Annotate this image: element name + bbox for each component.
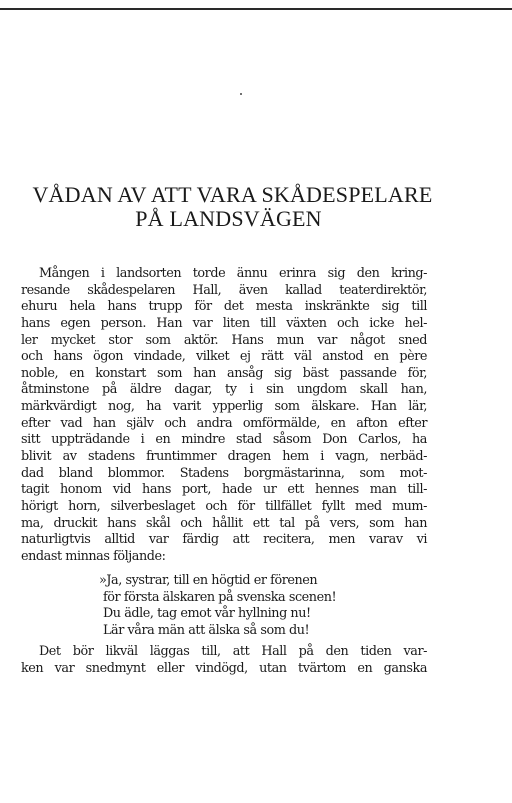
verse-line: Du ädle, tag emot vår hyllning nu! <box>103 606 311 622</box>
chapter-title-line-1: VÅDAN AV ATT VARA SKÅDESPELARE <box>32 182 433 207</box>
text-line: ehuru hela hans trupp för det mesta inskränkte sig till <box>21 299 427 315</box>
text-line: efter vad han själv och andra omförmälde, en afton efter <box>21 415 427 431</box>
top-rule <box>0 8 512 10</box>
text-line: endast minnas följande: <box>21 548 166 564</box>
text-line: ler mycket stor som aktör. Hans mun var något sned <box>21 332 427 348</box>
text-line: tagit honom vid hans port, hade ur ett hennes man till- <box>21 482 427 498</box>
text-line: ma, druckit hans skål och hållit ett tal på vers, som han <box>21 515 427 531</box>
text-line: sitt uppträdande i en mindre stad såsom Don Carlos, ha <box>21 432 427 448</box>
paragraph-2 <box>21 644 427 677</box>
text-line: blivit av stadens fruntimmer dragen hem i vagn, nerbäd- <box>21 449 427 465</box>
text-line: och hans ögon vindade, vilket ej rätt väl anstod en père <box>21 349 427 365</box>
text-line: naturligtvis alltid var färdig att recitera, men varav vi <box>21 532 427 548</box>
text-line: dad bland blommor. Stadens borgmästarinna, som mot- <box>21 465 427 481</box>
paragraph-1 <box>21 266 427 566</box>
text-line: Det bör likväl läggas till, att Hall på den tiden var- <box>39 644 427 659</box>
text-line: hörigt horn, silverbeslaget och för tillfället fyllt med mum- <box>21 498 427 514</box>
text-line: Mången i landsorten torde ännu erinra sig den kring- <box>39 266 427 281</box>
text-line: märkvärdigt nog, ha varit ypperlig som älskare. Han lär, <box>21 399 427 415</box>
verse-line: »Ja, systrar, till en högtid er förenen <box>99 573 318 588</box>
verse-line: Lär våra män att älska så som du! <box>103 622 310 638</box>
text-line: ken var snedmynt eller vindögd, utan tvärtom en ganska <box>21 660 427 676</box>
text-line: resande skådespelaren Hall, även kallad teaterdirektör, <box>21 282 427 298</box>
text-line: hans egen person. Han var liten till växten och icke hel- <box>21 315 427 331</box>
text-line: noble, en konstart som han ansåg sig bäst passande för, <box>21 365 427 381</box>
text-line: åtminstone på äldre dagar, ty i sin ungdom skall han, <box>21 382 427 398</box>
chapter-title-line-2: PÅ LANDSVÄGEN <box>135 206 322 231</box>
verse-line: för första älskaren på svenska scenen! <box>103 589 337 605</box>
verse-quote <box>99 573 337 639</box>
print-speck <box>240 93 242 95</box>
